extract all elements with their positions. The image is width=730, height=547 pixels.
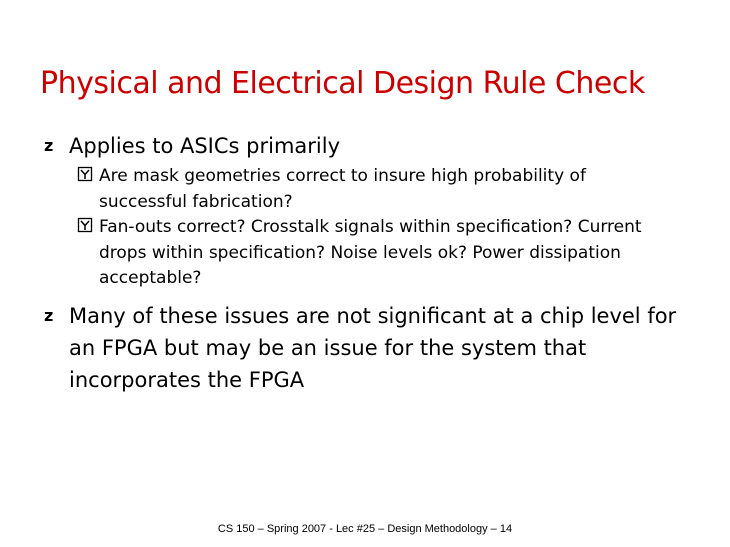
sub-bullet-text: Fan-outs correct? Crosstalk signals within specification? Current drops within specification? Noise levels ok? Power dissipation acceptable? [99, 217, 642, 288]
y-bullet-icon [77, 166, 93, 182]
slide-footer: CS 150 – Spring 2007 - Lec #25 – Design Methodology – 14 [217, 523, 513, 535]
bullet-text: Many of these issues are not significant at a chip level for an FPGA but may be an issue for the system that incorporates the FPGA [69, 304, 677, 392]
sub-bullet-text: Are mask geometries correct to insure high probability of successful fabrication? [99, 166, 586, 212]
slide-title: Physical and Electrical Design Rule Check [40, 66, 645, 101]
z-bullet-icon: z [44, 136, 54, 155]
z-bullet-icon: z [44, 306, 54, 325]
y-bullet-icon [77, 217, 93, 233]
bullet-text: Applies to ASICs primarily [69, 134, 341, 158]
